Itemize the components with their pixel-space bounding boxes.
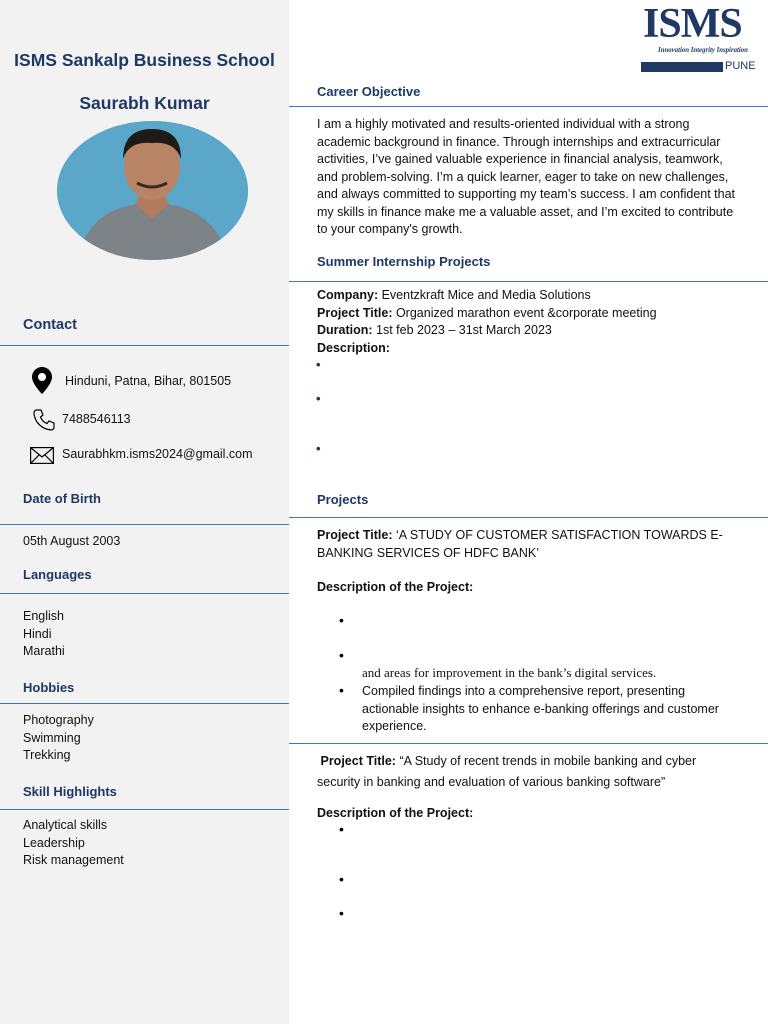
list-item: Analytical skills <box>23 818 108 832</box>
languages-divider <box>0 593 289 594</box>
bullet: • <box>339 871 344 887</box>
contact-heading: Contact <box>23 317 77 333</box>
candidate-name: Saurabh Kumar <box>79 93 210 113</box>
projects-heading: Projects <box>317 492 369 507</box>
company-label: Company: <box>317 288 379 302</box>
contact-email[interactable]: Saurabhkm.isms2024@gmail.com <box>62 447 253 461</box>
location-pin-icon <box>32 367 52 399</box>
profile-photo <box>57 121 248 260</box>
project1-title: Project Title: ‘A STUDY OF CUSTOMER SATISFACTION TOWARDS E-BANKING SERVICES OF HDFC BANK’ <box>317 528 723 560</box>
bullet: • <box>339 682 344 698</box>
internship-title <box>317 305 739 323</box>
bullet: • <box>339 612 344 628</box>
title-label: Project Title: <box>317 306 393 320</box>
bullet: • <box>316 391 321 406</box>
list-item: English <box>23 609 64 623</box>
bullet: • <box>316 441 321 456</box>
list-item: Swimming <box>23 730 81 745</box>
project2-description-label: Description of the Project: <box>317 806 474 820</box>
project2-title: Project Title: “A Study of recent trends in mobile banking and cyber security in banking and evaluation of various banking software” <box>317 754 697 789</box>
project2-divider <box>289 743 768 744</box>
list-item: Photography <box>23 713 94 727</box>
list-item: Risk management <box>23 853 124 867</box>
languages-list <box>23 608 65 661</box>
logo-letters: ISMS <box>643 1 742 47</box>
internship-duration <box>317 322 739 340</box>
project1-bullet-text: Compiled findings into a comprehensive report, presenting actionable insights to enhance e-banking offerings and customer experience. <box>362 684 719 733</box>
hobbies-heading: Hobbies <box>23 680 75 695</box>
project1-description-label: Description of the Project: <box>317 580 474 594</box>
dob-heading: Date of Birth <box>23 491 101 506</box>
career-divider <box>289 106 768 107</box>
contact-divider <box>0 345 289 346</box>
dob-divider <box>0 524 289 525</box>
list-item: Trekking <box>23 748 71 762</box>
skills-divider <box>0 809 289 810</box>
bullet: • <box>339 905 344 921</box>
internship-description-label: Description: <box>317 341 390 355</box>
career-objective-text: I am a highly motivated and results-oriented individual with a strong academic background in finance. Through internships and extracurricular activities, I’ve gained valuable experience in financial analysis, teamwork, and problem-solving. I’m a quick learner, eager to take on new challenges, and always committed to supporting my team’s success. I am confident that my skills in finance make me a valuable asset, and I’m excited to contribute to your company's growth. <box>317 117 736 236</box>
bullet: • <box>316 357 321 372</box>
list-item: Marathi <box>23 644 65 658</box>
mail-icon <box>30 447 54 469</box>
bullet: • <box>339 821 344 837</box>
logo-bar <box>641 62 723 72</box>
contact-phone[interactable]: 7488546113 <box>62 412 131 426</box>
list-item: Leadership <box>23 835 85 850</box>
skills-list <box>23 817 124 870</box>
logo-city: PUNE <box>725 60 756 72</box>
bullet: • <box>339 647 344 663</box>
internship-divider <box>289 281 768 282</box>
logo-tagline: Innovation Integrity Inspiration <box>658 47 748 54</box>
project1-line: and areas for improvement in the bank’s digital services. <box>362 665 657 680</box>
phone-icon <box>32 408 56 437</box>
hobbies-list <box>23 712 94 765</box>
list-item: Hindi <box>23 626 52 641</box>
career-objective-heading: Career Objective <box>317 84 421 99</box>
isms-logo <box>641 2 765 74</box>
company-value: Eventzkraft Mice and Media Solutions <box>378 288 591 302</box>
dob-value: 05th August 2003 <box>23 534 121 548</box>
languages-heading: Languages <box>23 567 92 582</box>
internship-heading: Summer Internship Projects <box>317 254 491 269</box>
hobbies-divider <box>0 703 289 704</box>
internship-company <box>317 287 739 305</box>
duration-value: 1st feb 2023 – 31st March 2023 <box>372 323 552 337</box>
school-name: ISMS Sankalp Business School <box>14 50 275 70</box>
projects-divider <box>289 517 768 518</box>
contact-address: Hinduni, Patna, Bihar, 801505 <box>65 374 232 388</box>
skills-heading: Skill Highlights <box>23 784 117 799</box>
title-value: Organized marathon event &corporate meeting <box>392 306 657 320</box>
duration-label: Duration: <box>317 323 373 337</box>
